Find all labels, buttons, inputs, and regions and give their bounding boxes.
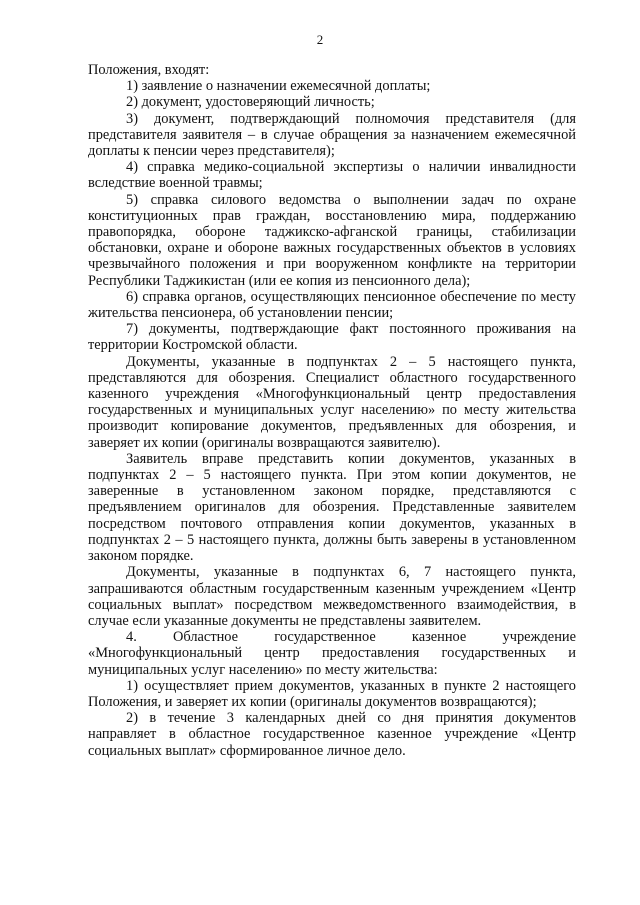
paragraph: 1) заявление о назначении ежемесячной доплаты; — [126, 78, 431, 95]
paragraph: 4. Областное государственное казенное учреждение «Многофункциональный центр предоставления государственных и муниципальных услуг населению» по месту жительства: — [88, 629, 576, 678]
paragraph: Документы, указанные в подпунктах 6, 7 настоящего пункта, запрашиваются областным государственным казенным учреждением «Центр социальных выплат» посредством межведомственного взаимодействия, в случае если указанные документы не представлены заявителем. — [88, 564, 576, 629]
paragraph: 7) документы, подтверждающие факт постоянного проживания на территории Костромской области. — [88, 321, 576, 354]
paragraph: 2) в течение 3 календарных дней со дня принятия документов направляет в областное государственное казенное учреждение «Центр социальных выплат» сформированное личное дело. — [88, 710, 576, 759]
paragraph: 3) документ, подтверждающий полномочия представителя (для представителя заявителя – в случае обращения за назначением ежемесячной доплаты к пенсии через представителя); — [88, 110, 576, 160]
paragraph: 4) справка медико-социальной экспертизы о наличии инвалидности вследствие военной травмы; — [88, 159, 576, 192]
paragraph: 2) документ, удостоверяющий личность; — [126, 94, 375, 111]
page-number: 2 — [316, 32, 324, 47]
document-body — [88, 62, 576, 759]
paragraph: Положения, входят: — [88, 62, 210, 78]
paragraph: 1) осуществляет прием документов, указанных в пункте 2 настоящего Положения, и заверяет их копии (оригиналы документов возвращаются); — [88, 677, 576, 710]
paragraph: 5) справка силового ведомства о выполнении задач по охране конституционных прав граждан, восстановлению мира, поддержанию правопорядка, обороне таджикско-афганской границы, стабилизации обстановки, охране и обороне важных государственных объектов в условиях чрезвычайного положения и при вооруженном конфликте на территории Республики Таджикистан (или ее копия из пенсионного дела); — [88, 191, 576, 289]
paragraph: Заявитель вправе представить копии документов, указанных в подпунктах 2 – 5 настоящего пункта. При этом копии документов, не заверенные в установленном законом порядке, представляются с предъявлением оригиналов для обозрения. Представленные заявителем посредством почтового отправления копии документов, указанных в подпунктах 2 – 5 настоящего пункта, должны быть заверены в установленном законом порядке. — [88, 450, 576, 565]
paragraph: Документы, указанные в подпунктах 2 – 5 настоящего пункта, представляются для обозрения. Специалист областного государственного казенного учреждения «Многофункциональный центр предоставления государственных и муниципальных услуг населению» по месту жительства производит копирование документов, предъявленных для обозрения, и заверяет их копии (оригиналы возвращаются заявителю). — [88, 353, 576, 451]
paragraph: 6) справка органов, осуществляющих пенсионное обеспечение по месту жительства пенсионера, об установлении пенсии; — [88, 288, 576, 322]
